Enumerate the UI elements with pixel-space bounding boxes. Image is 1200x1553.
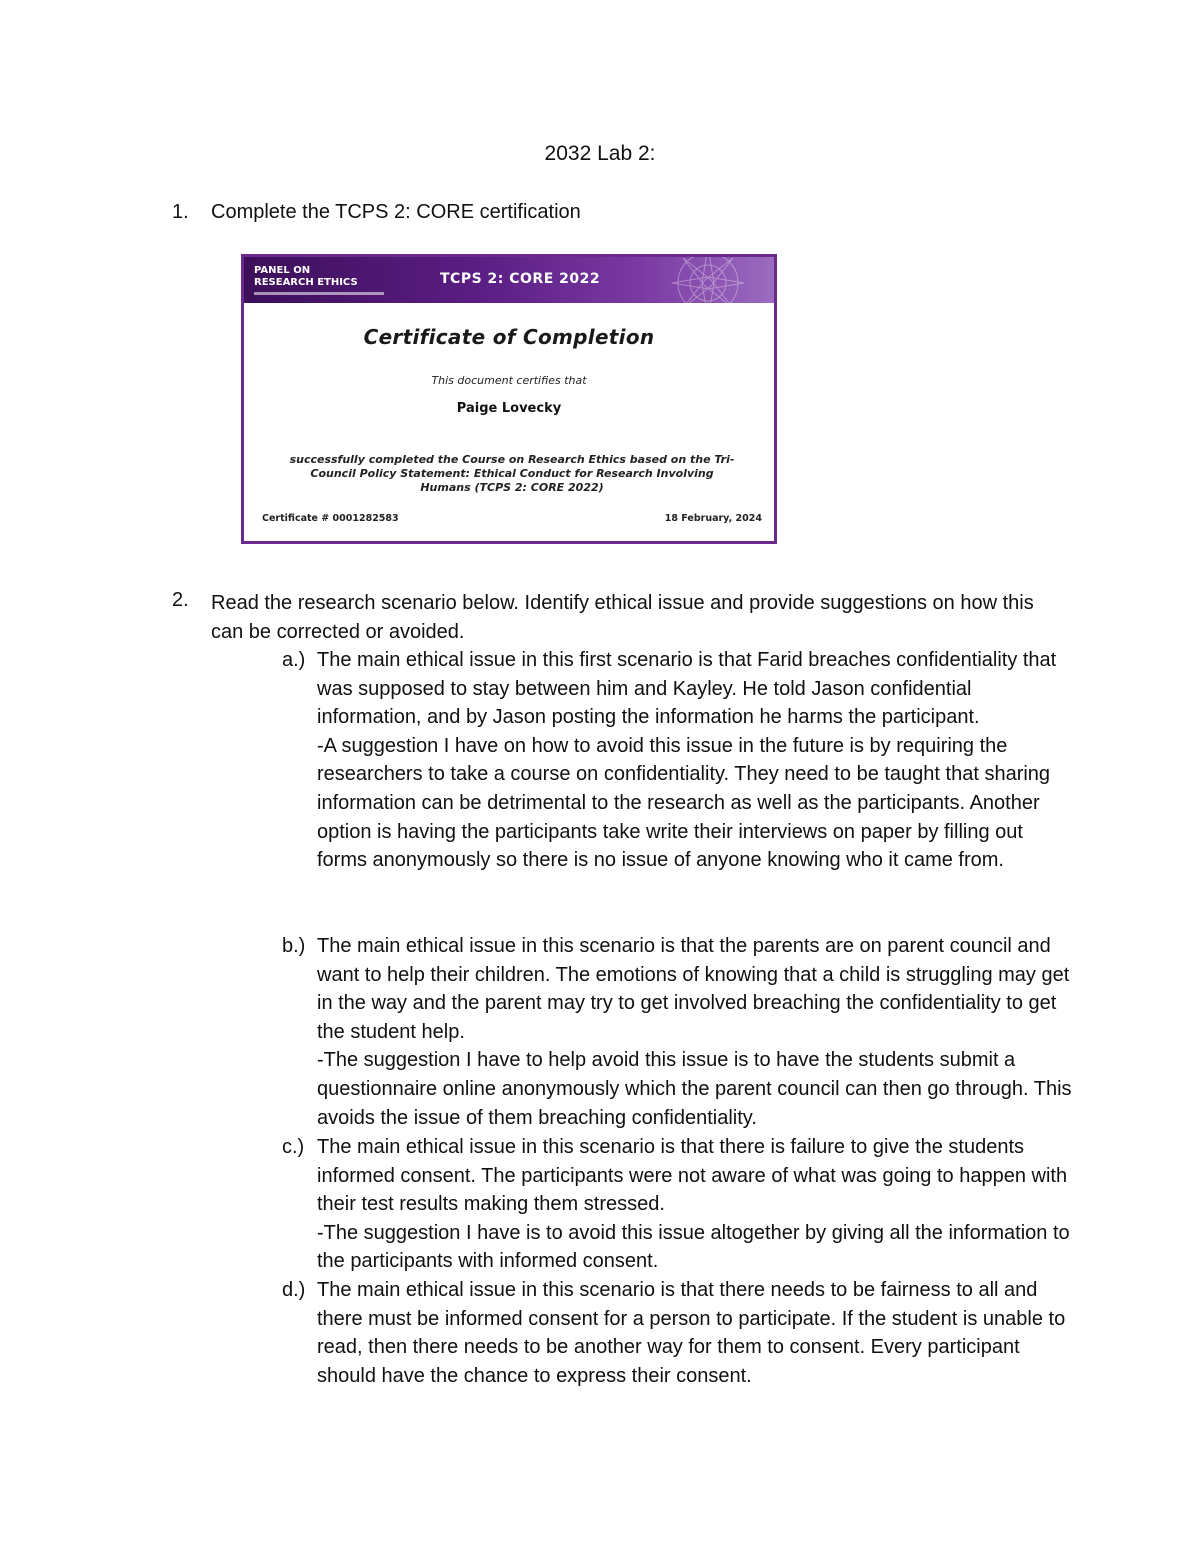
compass-rose-icon xyxy=(648,254,768,323)
question-2-text: Read the research scenario below. Identify ethical issue and provide suggestions on how this can be corrected or avoided. xyxy=(211,592,1034,643)
certificate-banner xyxy=(244,257,774,303)
certificate-description: successfully completed the Course on Research Ethics based on the Tri-Council Policy Statement: Ethical Conduct for Research Involving Humans (TCPS 2: CORE 2022) xyxy=(289,453,735,494)
question-2-number: 2. xyxy=(172,589,189,611)
certificate-certifies-text: This document certifies that xyxy=(431,374,587,387)
certificate-number: Certificate # 0001282583 xyxy=(262,513,399,524)
question-1-number: 1. xyxy=(172,201,189,223)
answer-suggestion: -The suggestion I have to help avoid this issue is to have the students submit a questionnaire online anonymously which the parent council can then go through. This avoids the issue of them breaching confidentiality. xyxy=(317,1049,1072,1129)
answer-suggestion: -The suggestion I have is to avoid this issue altogether by giving all the information to the participants with informed consent. xyxy=(317,1221,1070,1273)
answer-issue: The main ethical issue in this scenario is that there is failure to give the students informed consent. The participants were not aware of what was going to happen with their test results making them stressed. xyxy=(317,1136,1068,1216)
certificate-heading: Certificate of Completion xyxy=(363,325,655,349)
answer-letter: b.) xyxy=(282,935,306,957)
answer-issue: The main ethical issue in this scenario is that the parents are on parent council and want to help their children. The emotions of knowing that a child is struggling may get in the way and the parent may try to get involved breaching the confidentiality to get the student help. xyxy=(317,935,1070,1043)
certificate-course-code: TCPS 2: CORE 2022 xyxy=(440,271,601,287)
certificate-image xyxy=(241,254,777,544)
answer-letter: a.) xyxy=(282,649,306,671)
certificate-date: 18 February, 2024 xyxy=(664,513,762,524)
answer-letter: d.) xyxy=(282,1279,306,1301)
panel-line-1: PANEL ON xyxy=(254,265,311,276)
answer-issue: The main ethical issue in this scenario is that there needs to be fairness to all and there must be informed consent for a person to participate. If the student is unable to read, then there needs to be another way for them to consent. Every participant should have the chance to express their consent. xyxy=(317,1279,1066,1387)
certificate-recipient-name: Paige Lovecky xyxy=(456,401,562,416)
panel-tagline-bar xyxy=(254,292,384,295)
document-title: 2032 Lab 2: xyxy=(544,142,656,165)
panel-line-2: RESEARCH ETHICS xyxy=(254,277,358,288)
question-1-text: Complete the TCPS 2: CORE certification xyxy=(211,201,581,223)
answer-letter: c.) xyxy=(282,1136,305,1158)
panel-on-research-ethics-logo xyxy=(254,265,358,289)
answer-issue: The main ethical issue in this first scenario is that Farid breaches confidentiality that was supposed to stay between him and Kayley. He told Jason confidential information, and by Jason posting the information he harms the participant. xyxy=(317,649,1057,729)
answer-suggestion: -A suggestion I have on how to avoid this issue in the future is by requiring the researchers to take a course on confidentiality. They need to be taught that sharing information can be detrimental to the research as well as the participants. Another option is having the participants take write their interviews on paper by filling out forms anonymously so there is no issue of anyone knowing who it came from. xyxy=(317,734,1051,872)
